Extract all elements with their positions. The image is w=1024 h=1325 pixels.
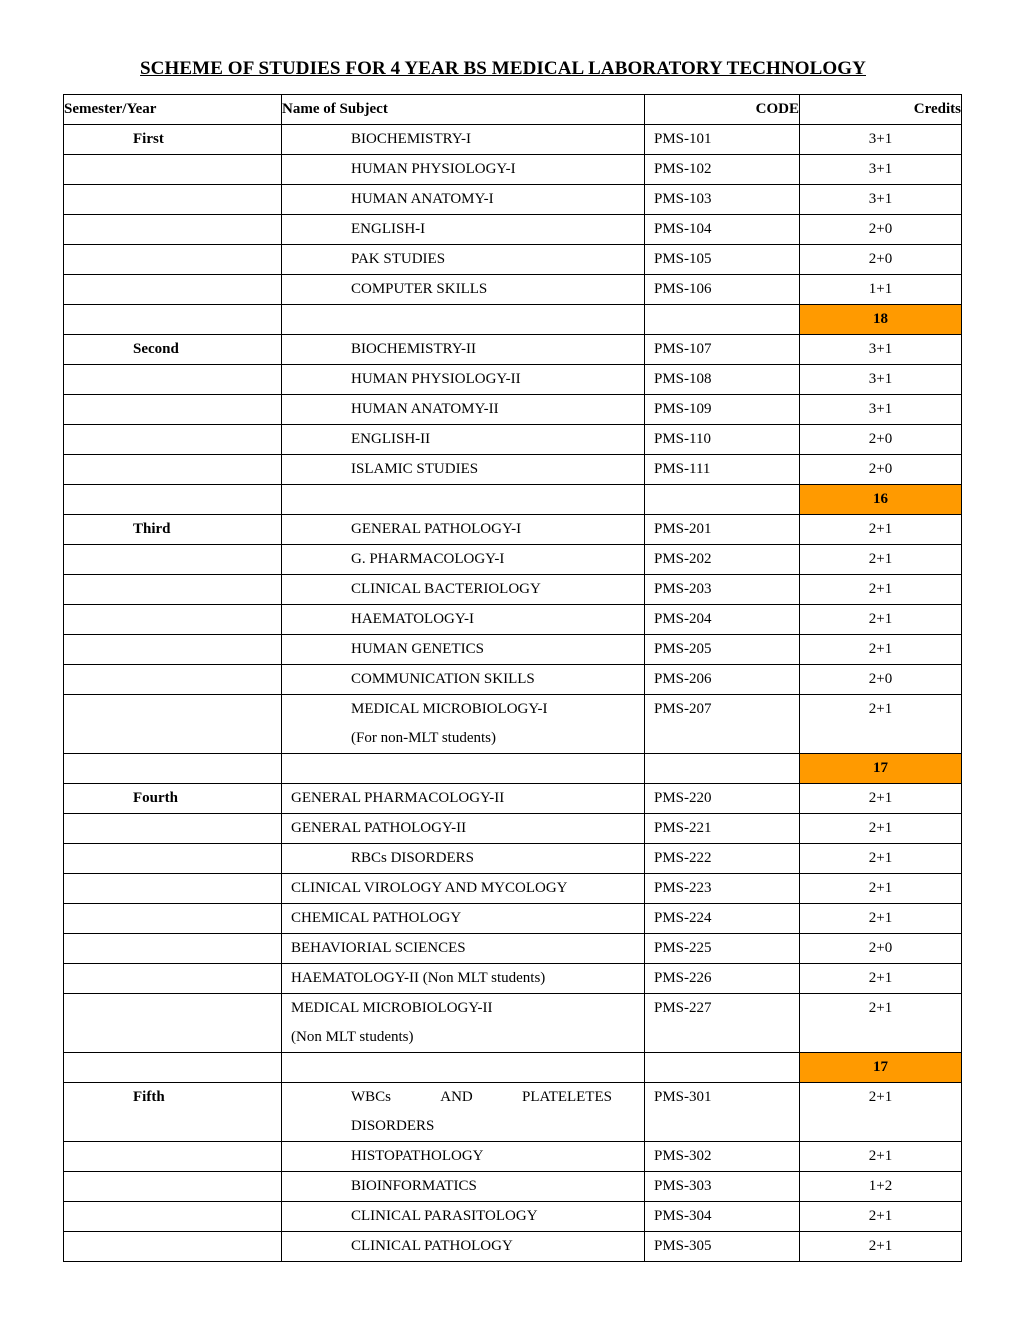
subject-cell	[282, 245, 645, 275]
subject-name: COMPUTER SKILLS	[351, 281, 488, 297]
credits-cell: 2+0	[800, 425, 962, 455]
code-cell: PMS-109	[645, 395, 800, 425]
table-row	[64, 1083, 962, 1142]
code-cell-empty	[645, 1053, 800, 1083]
credits-cell: 2+1	[800, 964, 962, 994]
subject-cell	[282, 964, 645, 994]
semester-cell-empty	[64, 1053, 282, 1083]
subject-cell	[282, 215, 645, 245]
code-cell: PMS-305	[645, 1232, 800, 1262]
subject-note: (For non-MLT students)	[351, 730, 497, 746]
table-row	[64, 814, 962, 844]
subject-name: MEDICAL MICROBIOLOGY-I	[351, 701, 548, 717]
code-cell: PMS-203	[645, 575, 800, 605]
code-cell: PMS-102	[645, 155, 800, 185]
credits-cell: 3+1	[800, 185, 962, 215]
subject-cell	[282, 904, 645, 934]
semester-label: Second	[64, 335, 282, 365]
table-row	[64, 425, 962, 455]
semester-total-credits: 17	[800, 754, 962, 784]
semester-cell-empty	[64, 245, 282, 275]
subject-name: HAEMATOLOGY-II (Non MLT students)	[291, 970, 546, 986]
semester-cell-empty	[64, 1142, 282, 1172]
subject-cell	[282, 635, 645, 665]
code-cell: PMS-201	[645, 515, 800, 545]
semester-total-credits: 16	[800, 485, 962, 515]
code-cell: PMS-221	[645, 814, 800, 844]
code-cell: PMS-110	[645, 425, 800, 455]
subject-name: HUMAN PHYSIOLOGY-II	[351, 371, 521, 387]
semester-cell-empty	[64, 425, 282, 455]
semester-cell-empty	[64, 185, 282, 215]
credits-cell: 2+1	[800, 1202, 962, 1232]
semester-cell-empty	[64, 575, 282, 605]
subject-cell-empty	[282, 305, 645, 335]
subject-cell	[282, 275, 645, 305]
subject-cell	[282, 1232, 645, 1262]
semester-total-row	[64, 485, 962, 515]
subject-cell	[282, 814, 645, 844]
subject-cell	[282, 545, 645, 575]
table-row	[64, 964, 962, 994]
table-row	[64, 1142, 962, 1172]
subject-cell	[282, 605, 645, 635]
subject-name: RBCs DISORDERS	[351, 850, 474, 866]
subject-name: CLINICAL VIROLOGY AND MYCOLOGY	[291, 880, 568, 896]
subject-name: G. PHARMACOLOGY-I	[351, 551, 505, 567]
code-cell: PMS-205	[645, 635, 800, 665]
code-cell: PMS-223	[645, 874, 800, 904]
table-row	[64, 275, 962, 305]
credits-cell: 3+1	[800, 395, 962, 425]
subject-cell-empty	[282, 1053, 645, 1083]
subject-cell	[282, 994, 645, 1053]
credits-cell: 2+1	[800, 874, 962, 904]
header-code: CODE	[645, 95, 800, 125]
subject-name: HUMAN PHYSIOLOGY-I	[351, 161, 516, 177]
subject-name: HAEMATOLOGY-I	[351, 611, 475, 627]
code-cell: PMS-108	[645, 365, 800, 395]
semester-cell-empty	[64, 395, 282, 425]
table-row	[64, 1232, 962, 1262]
semester-total-credits: 18	[800, 305, 962, 335]
semester-cell-empty	[64, 455, 282, 485]
table-row	[64, 215, 962, 245]
table-row	[64, 695, 962, 754]
subject-name: WBCs AND PLATELETES	[351, 1089, 612, 1105]
credits-cell: 1+2	[800, 1172, 962, 1202]
semester-cell-empty	[64, 754, 282, 784]
subject-name: ENGLISH-I	[351, 221, 426, 237]
code-cell: PMS-202	[645, 545, 800, 575]
table-row	[64, 245, 962, 275]
subject-cell	[282, 515, 645, 545]
credits-cell: 2+0	[800, 934, 962, 964]
table-row	[64, 874, 962, 904]
credits-cell: 1+1	[800, 275, 962, 305]
semester-label: Third	[64, 515, 282, 545]
subject-cell	[282, 1083, 645, 1142]
table-row	[64, 844, 962, 874]
semester-cell-empty	[64, 605, 282, 635]
table-row	[64, 605, 962, 635]
header-credits: Credits	[800, 95, 962, 125]
credits-cell: 2+0	[800, 245, 962, 275]
subject-cell	[282, 365, 645, 395]
subject-note: DISORDERS	[351, 1118, 435, 1134]
semester-cell-empty	[64, 1172, 282, 1202]
table-row	[64, 904, 962, 934]
semester-label: First	[64, 125, 282, 155]
code-cell: PMS-105	[645, 245, 800, 275]
semester-cell-empty	[64, 305, 282, 335]
subject-cell	[282, 1172, 645, 1202]
credits-cell: 2+1	[800, 545, 962, 575]
subject-name: BIOCHEMISTRY-II	[351, 341, 477, 357]
table-row	[64, 515, 962, 545]
subject-cell	[282, 425, 645, 455]
code-cell: PMS-301	[645, 1083, 800, 1142]
code-cell: PMS-224	[645, 904, 800, 934]
subject-name: MEDICAL MICROBIOLOGY-II	[291, 1000, 493, 1016]
semester-cell-empty	[64, 1202, 282, 1232]
semester-cell-empty	[64, 665, 282, 695]
code-cell: PMS-204	[645, 605, 800, 635]
code-cell: PMS-101	[645, 125, 800, 155]
credits-cell: 2+1	[800, 575, 962, 605]
subject-name: CLINICAL PATHOLOGY	[351, 1238, 513, 1254]
subject-cell	[282, 784, 645, 814]
code-cell: PMS-107	[645, 335, 800, 365]
scheme-table	[63, 94, 962, 1262]
code-cell: PMS-226	[645, 964, 800, 994]
document-title: SCHEME OF STUDIES FOR 4 YEAR BS MEDICAL LABORATORY TECHNOLOGY	[140, 58, 866, 79]
semester-total-credits: 17	[800, 1053, 962, 1083]
subject-name: HUMAN ANATOMY-I	[351, 191, 494, 207]
credits-cell: 2+0	[800, 455, 962, 485]
subject-name: ISLAMIC STUDIES	[351, 461, 479, 477]
semester-cell-empty	[64, 964, 282, 994]
subject-cell-empty	[282, 485, 645, 515]
code-cell: PMS-304	[645, 1202, 800, 1232]
table-row	[64, 125, 962, 155]
subject-name: HUMAN GENETICS	[351, 641, 484, 657]
subject-name: GENERAL PATHOLOGY-II	[291, 820, 467, 836]
credits-cell: 2+1	[800, 904, 962, 934]
credits-cell: 2+1	[800, 635, 962, 665]
credits-cell: 2+1	[800, 605, 962, 635]
table-row	[64, 635, 962, 665]
semester-total-row	[64, 754, 962, 784]
subject-cell	[282, 874, 645, 904]
semester-cell-empty	[64, 365, 282, 395]
code-cell: PMS-104	[645, 215, 800, 245]
semester-cell-empty	[64, 485, 282, 515]
semester-cell-empty	[64, 814, 282, 844]
subject-name: COMMUNICATION SKILLS	[351, 671, 535, 687]
credits-cell: 2+1	[800, 1232, 962, 1262]
credits-cell: 3+1	[800, 125, 962, 155]
code-cell: PMS-111	[645, 455, 800, 485]
table-header-row	[64, 95, 962, 125]
semester-cell-empty	[64, 275, 282, 305]
credits-cell: 2+1	[800, 814, 962, 844]
semester-cell-empty	[64, 844, 282, 874]
code-cell-empty	[645, 485, 800, 515]
header-subject: Name of Subject	[282, 95, 645, 125]
subject-name: BIOINFORMATICS	[351, 1178, 477, 1194]
subject-cell	[282, 395, 645, 425]
code-cell: PMS-206	[645, 665, 800, 695]
subject-cell	[282, 125, 645, 155]
credits-cell: 2+1	[800, 844, 962, 874]
semester-label: Fifth	[64, 1083, 282, 1142]
semester-cell-empty	[64, 155, 282, 185]
credits-cell: 2+1	[800, 515, 962, 545]
code-cell-empty	[645, 305, 800, 335]
semester-cell-empty	[64, 874, 282, 904]
semester-cell-empty	[64, 994, 282, 1053]
semester-cell-empty	[64, 215, 282, 245]
subject-cell	[282, 185, 645, 215]
subject-name: BEHAVIORIAL SCIENCES	[291, 940, 466, 956]
credits-cell: 2+0	[800, 215, 962, 245]
subject-cell	[282, 155, 645, 185]
credits-cell: 2+1	[800, 695, 962, 754]
subject-name: HUMAN ANATOMY-II	[351, 401, 499, 417]
subject-name: GENERAL PATHOLOGY-I	[351, 521, 522, 537]
code-cell: PMS-227	[645, 994, 800, 1053]
credits-cell: 2+1	[800, 994, 962, 1053]
credits-cell: 2+1	[800, 1142, 962, 1172]
subject-cell	[282, 695, 645, 754]
table-row	[64, 934, 962, 964]
subject-name: BIOCHEMISTRY-I	[351, 131, 472, 147]
table-row	[64, 335, 962, 365]
credits-cell: 3+1	[800, 365, 962, 395]
code-cell: PMS-103	[645, 185, 800, 215]
table-row	[64, 155, 962, 185]
semester-cell-empty	[64, 695, 282, 754]
code-cell: PMS-106	[645, 275, 800, 305]
semester-cell-empty	[64, 1232, 282, 1262]
semester-total-row	[64, 305, 962, 335]
table-row	[64, 1202, 962, 1232]
table-row	[64, 395, 962, 425]
credits-cell: 2+1	[800, 1083, 962, 1142]
subject-name: CLINICAL BACTERIOLOGY	[351, 581, 541, 597]
code-cell: PMS-303	[645, 1172, 800, 1202]
subject-cell	[282, 1202, 645, 1232]
subject-name: CHEMICAL PATHOLOGY	[291, 910, 462, 926]
subject-cell	[282, 1142, 645, 1172]
credits-cell: 2+0	[800, 665, 962, 695]
subject-name: HISTOPATHOLOGY	[351, 1148, 484, 1164]
subject-cell	[282, 665, 645, 695]
code-cell: PMS-207	[645, 695, 800, 754]
subject-name: ENGLISH-II	[351, 431, 431, 447]
semester-cell-empty	[64, 545, 282, 575]
table-row	[64, 1172, 962, 1202]
code-cell-empty	[645, 754, 800, 784]
table-body	[64, 125, 962, 1262]
credits-cell: 2+1	[800, 784, 962, 814]
semester-total-row	[64, 1053, 962, 1083]
subject-cell	[282, 844, 645, 874]
table-row	[64, 365, 962, 395]
table-row	[64, 545, 962, 575]
subject-cell-empty	[282, 754, 645, 784]
semester-cell-empty	[64, 934, 282, 964]
table-row	[64, 784, 962, 814]
code-cell: PMS-225	[645, 934, 800, 964]
credits-cell: 3+1	[800, 335, 962, 365]
code-cell: PMS-302	[645, 1142, 800, 1172]
table-row	[64, 185, 962, 215]
subject-cell	[282, 575, 645, 605]
credits-cell: 3+1	[800, 155, 962, 185]
semester-label: Fourth	[64, 784, 282, 814]
code-cell: PMS-222	[645, 844, 800, 874]
table-row	[64, 994, 962, 1053]
subject-name: CLINICAL PARASITOLOGY	[351, 1208, 538, 1224]
code-cell: PMS-220	[645, 784, 800, 814]
semester-cell-empty	[64, 635, 282, 665]
subject-cell	[282, 455, 645, 485]
subject-name: GENERAL PHARMACOLOGY-II	[291, 790, 505, 806]
subject-cell	[282, 934, 645, 964]
semester-cell-empty	[64, 904, 282, 934]
header-semester: Semester/Year	[64, 95, 282, 125]
table-row	[64, 455, 962, 485]
subject-note: (Non MLT students)	[291, 1029, 414, 1045]
table-row	[64, 575, 962, 605]
table-row	[64, 665, 962, 695]
subject-cell	[282, 335, 645, 365]
subject-name: PAK STUDIES	[351, 251, 446, 267]
